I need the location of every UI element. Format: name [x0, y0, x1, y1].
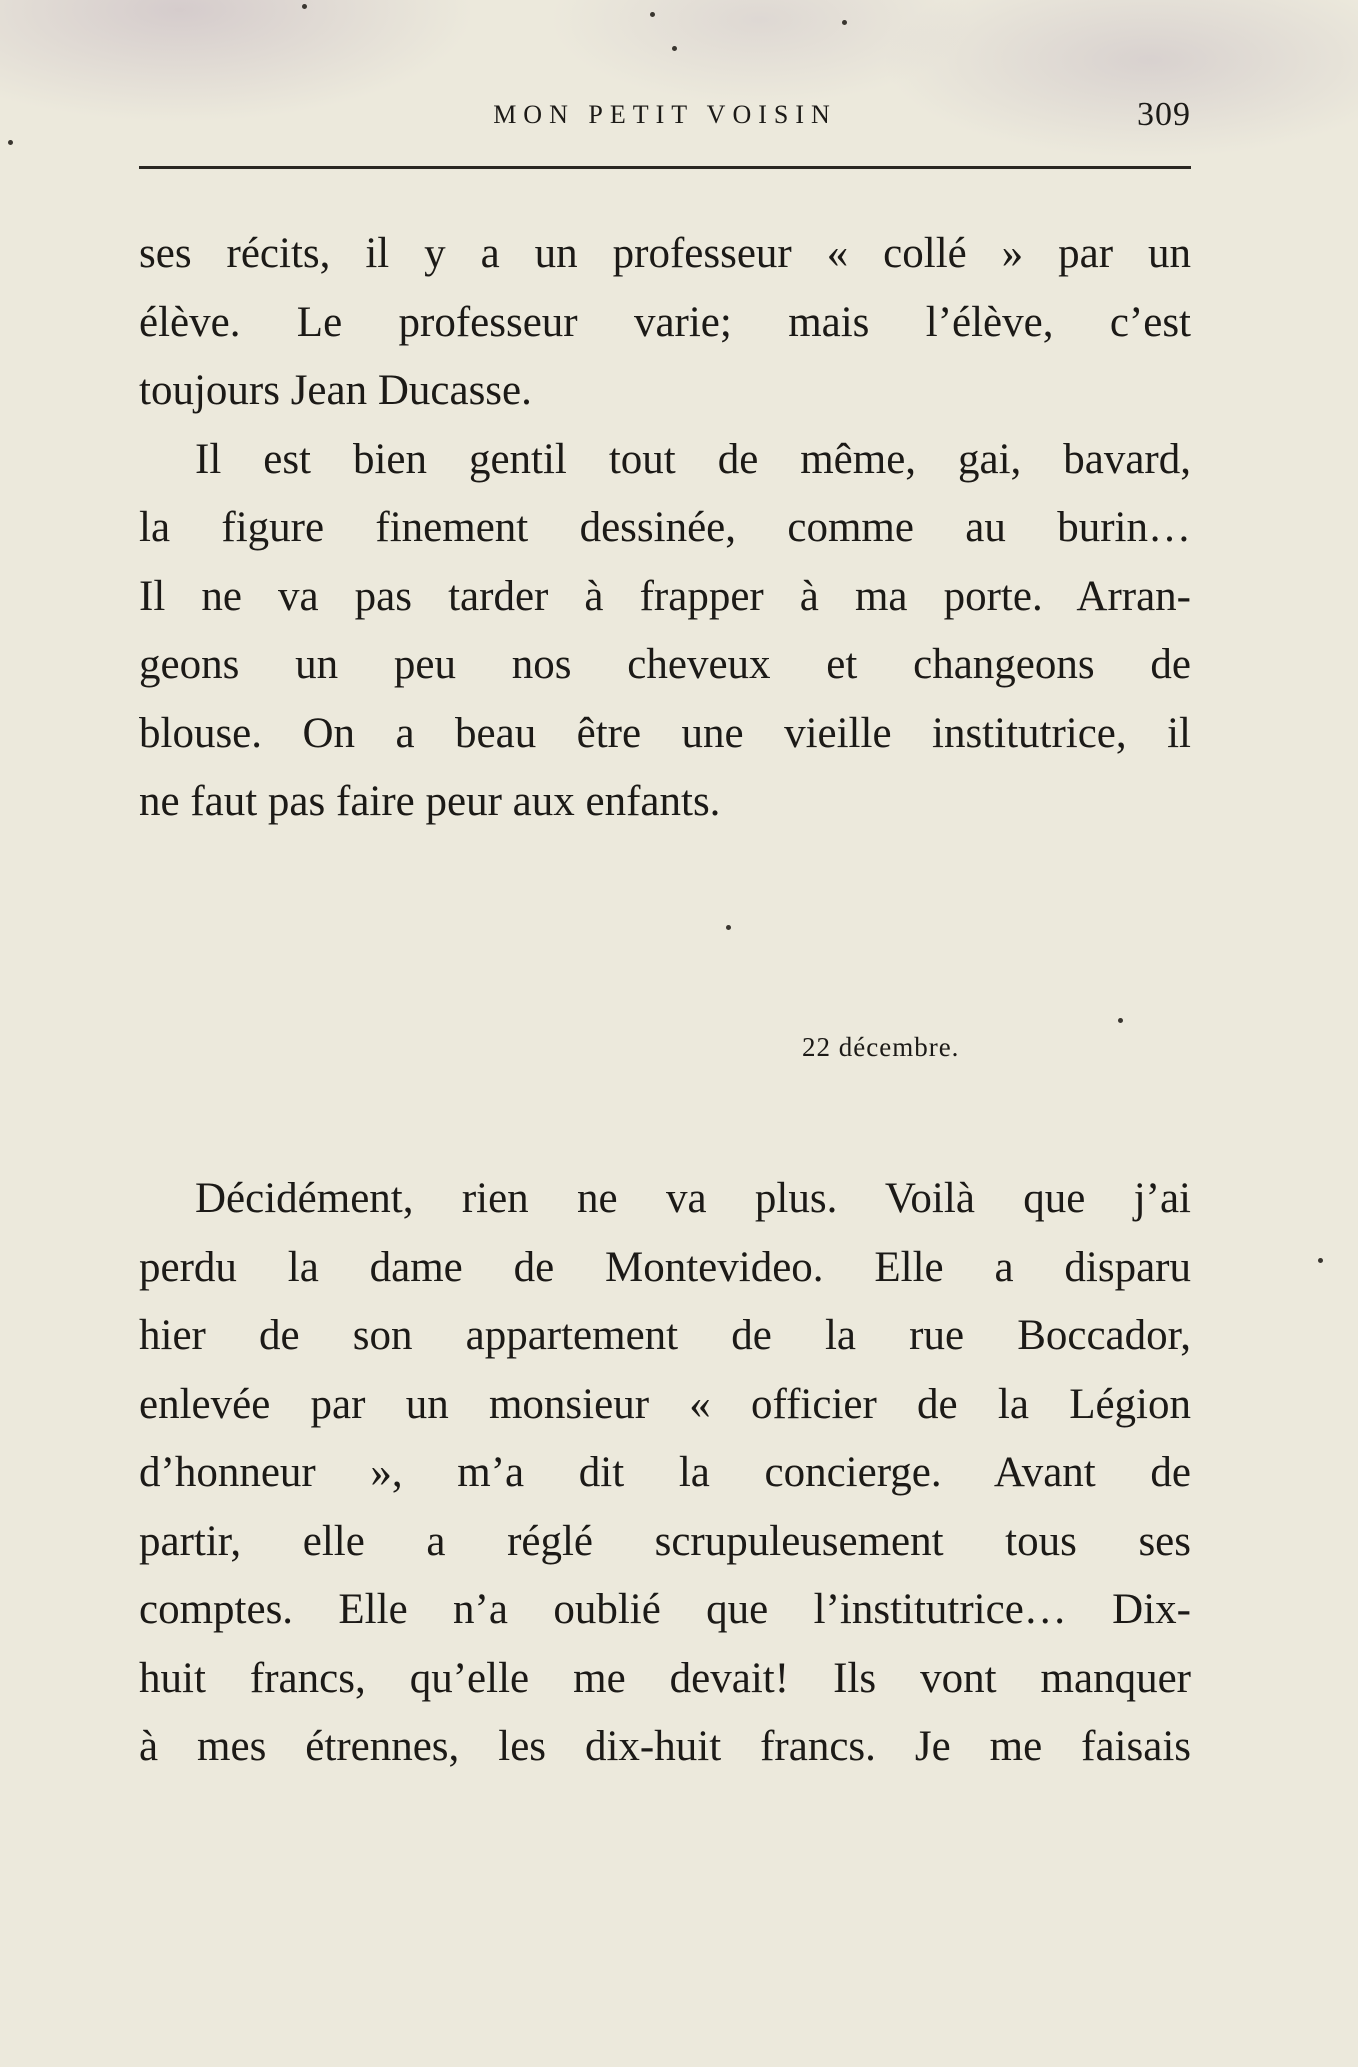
- paper-speck: [672, 46, 677, 51]
- text-line: élève. Le professeur varie; mais l’élève, c’est: [139, 298, 1191, 346]
- paper-speck: [726, 925, 731, 930]
- running-head: [139, 96, 1191, 136]
- text-line: hier de son appartement de la rue Boccador,: [139, 1312, 1191, 1359]
- text-line: blouse. On a beau être une vieille institutrice, il: [139, 709, 1191, 757]
- text-line: ses récits, il y a un professeur « collé » par un: [139, 230, 1191, 277]
- text-line: comptes. Elle n’a oublié que l’institutrice… Dix-: [139, 1586, 1191, 1633]
- text-line: huit francs, qu’elle me devait! Ils vont manquer: [139, 1654, 1191, 1702]
- text-line: d’honneur », m’a dit la concierge. Avant de: [139, 1449, 1191, 1496]
- text-line: partir, elle a réglé scrupuleusement tous ses: [139, 1517, 1191, 1565]
- text-line: ne faut pas faire peur aux enfants.: [139, 778, 721, 825]
- paragraph-block-2: [139, 1165, 1191, 1782]
- text-line: Décidément, rien ne va plus. Voilà que j’ai: [195, 1175, 1191, 1222]
- header-rule: [139, 166, 1191, 169]
- paper-speck: [1318, 1258, 1323, 1263]
- text-line: toujours Jean Ducasse.: [139, 367, 532, 414]
- text-line: perdu la dame de Montevideo. Elle a disparu: [139, 1243, 1191, 1291]
- running-title: MON PETIT VOISIN: [493, 100, 837, 129]
- text-line: à mes étrennes, les dix-huit francs. Je me faisais: [139, 1723, 1191, 1770]
- page-number: 309: [1137, 96, 1191, 133]
- text-line: la figure finement dessinée, comme au burin…: [139, 504, 1191, 551]
- paper-speck: [1118, 1018, 1123, 1023]
- paper-speck: [302, 4, 307, 9]
- text-line: Il est bien gentil tout de même, gai, bavard,: [195, 435, 1191, 483]
- dateline: 22 décembre.: [802, 1032, 960, 1062]
- paper-speck: [842, 20, 847, 25]
- paragraph-block-1: [139, 220, 1191, 837]
- paper-speck: [650, 12, 655, 17]
- text-line: Il ne va pas tarder à frapper à ma porte. Arran-: [139, 572, 1191, 620]
- text-line: enlevée par un monsieur « officier de la Légion: [139, 1380, 1191, 1428]
- text-line: geons un peu nos cheveux et changeons de: [139, 641, 1191, 688]
- paper-speck: [8, 140, 13, 145]
